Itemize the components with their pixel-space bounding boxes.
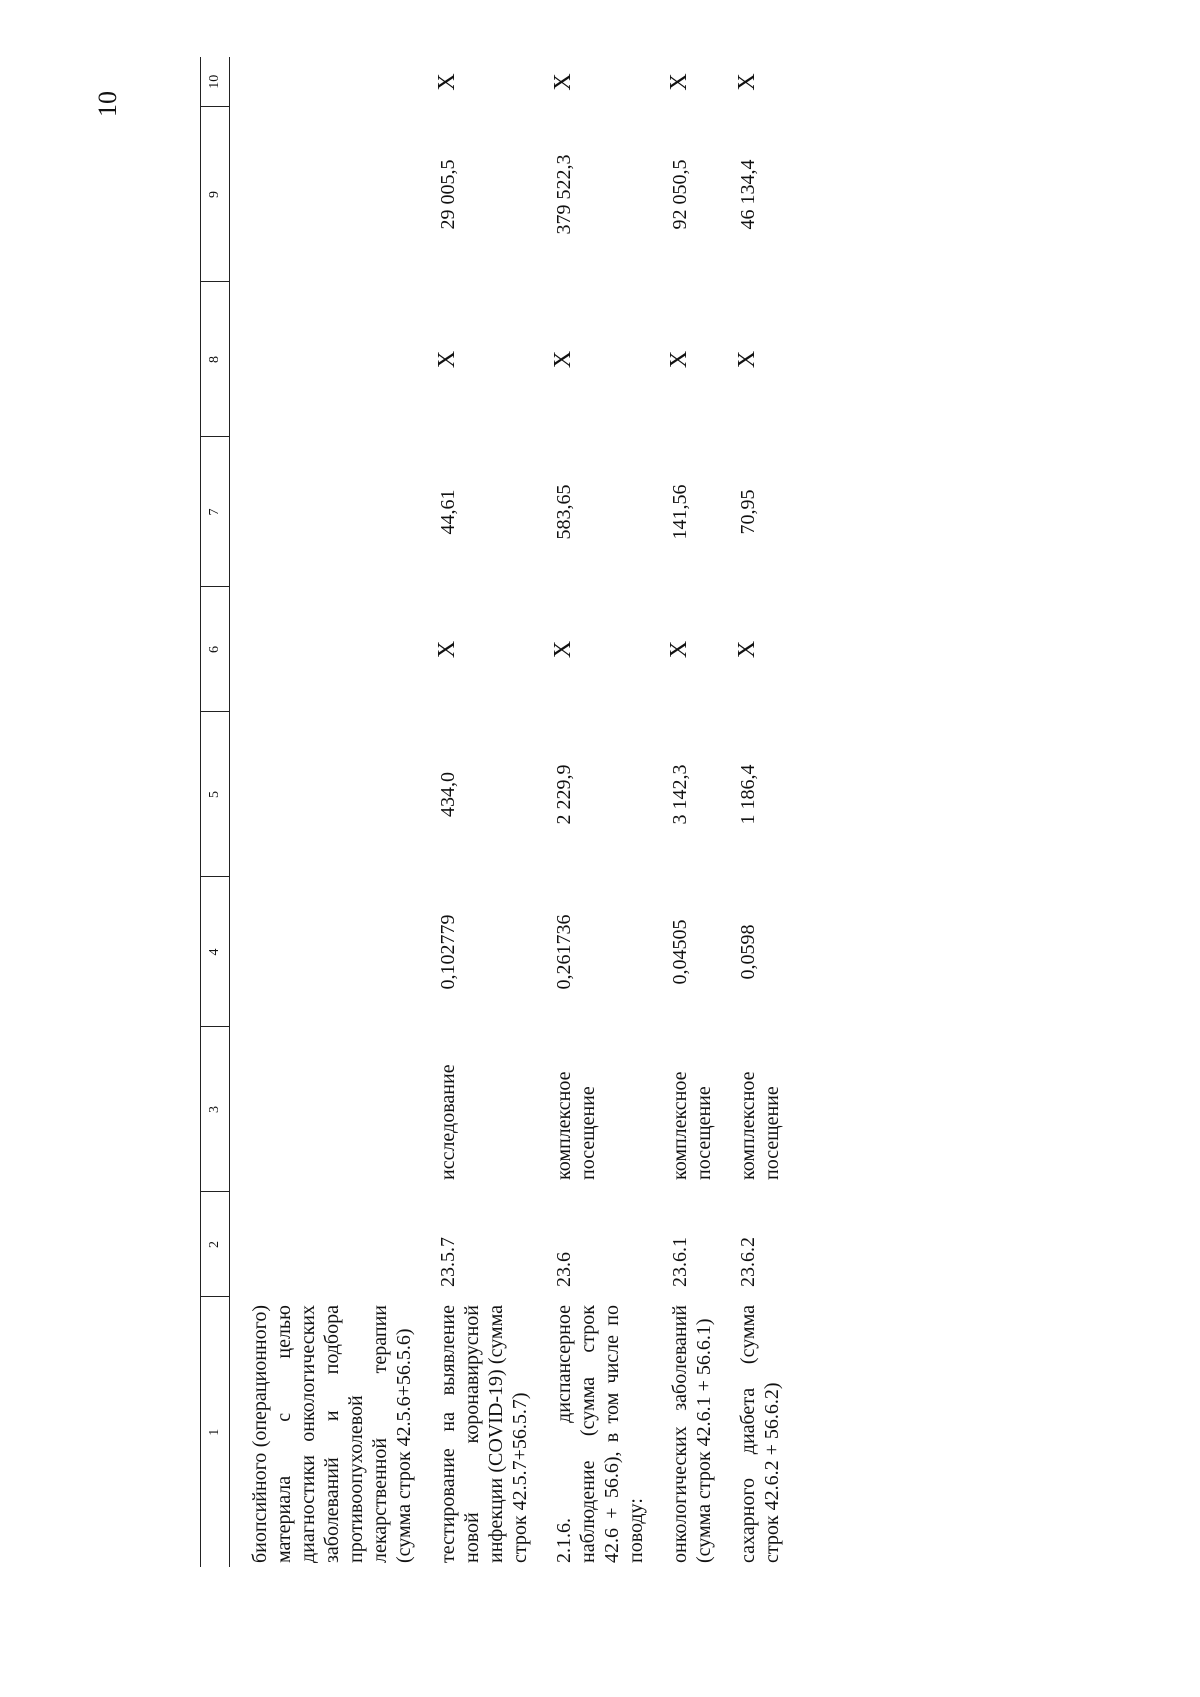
value-cell: 0,0598 bbox=[737, 924, 759, 980]
row-code: 23.5.7 bbox=[437, 1237, 459, 1287]
unit-cell: комплексное посещение bbox=[553, 1071, 599, 1180]
row-code: 23.6 bbox=[553, 1252, 575, 1287]
value-cell bbox=[230, 877, 421, 1027]
value-cell: Х bbox=[734, 350, 760, 369]
unit-cell bbox=[230, 1027, 421, 1192]
data-table bbox=[200, 57, 788, 1567]
value-cell: 44,61 bbox=[437, 489, 459, 535]
value-cell bbox=[230, 107, 421, 282]
value-cell bbox=[230, 712, 421, 877]
value-cell: Х bbox=[734, 640, 760, 659]
column-header: 9 bbox=[201, 107, 230, 282]
page-number: 10 bbox=[93, 91, 122, 117]
value-cell: 70,95 bbox=[737, 489, 759, 535]
row-description: биопсийного (операционного) материала с целью диагностики онкологических заболеваний и подбора противоопухолевой лекарственной терапии (сумма строк 42.5.6+56.5.6) bbox=[249, 1305, 415, 1563]
column-header: 5 bbox=[201, 712, 230, 877]
table-row bbox=[536, 57, 652, 1567]
row-description: сахарного диабета (сумма строк 42.6.2 + 56.6.2) bbox=[737, 1305, 783, 1563]
value-cell: 3 142,3 bbox=[669, 764, 691, 825]
column-header: 7 bbox=[201, 437, 230, 587]
value-cell: Х bbox=[434, 73, 460, 91]
unit-cell: комплексное посещение bbox=[737, 1071, 783, 1180]
value-cell: 583,65 bbox=[553, 484, 575, 540]
value-cell: Х bbox=[434, 640, 460, 659]
value-cell: Х bbox=[550, 73, 576, 91]
value-cell: Х bbox=[666, 640, 692, 659]
value-cell: 1 186,4 bbox=[737, 764, 759, 825]
row-description: тестирование на выявление новой коронавирусной инфекции (COVID-19) (сумма строк 42.5.7+56.5.7) bbox=[437, 1305, 531, 1563]
value-cell: Х bbox=[666, 73, 692, 91]
value-cell: 46 134,4 bbox=[737, 159, 759, 230]
value-cell bbox=[230, 587, 421, 712]
value-cell: Х bbox=[550, 350, 576, 369]
value-cell bbox=[230, 282, 421, 437]
value-cell: 2 229,9 bbox=[553, 764, 575, 825]
column-number-row bbox=[201, 57, 230, 1567]
table-row bbox=[652, 57, 720, 1567]
row-code: 23.6.2 bbox=[737, 1237, 759, 1287]
value-cell: Х bbox=[550, 640, 576, 659]
column-header: 1 bbox=[201, 1297, 230, 1567]
value-cell: 434,0 bbox=[437, 772, 459, 817]
unit-cell: комплексное посещение bbox=[669, 1071, 715, 1180]
value-cell: 0,261736 bbox=[553, 914, 575, 990]
table-row bbox=[720, 57, 788, 1567]
value-cell bbox=[230, 437, 421, 587]
value-cell: 0,04505 bbox=[669, 919, 691, 985]
value-cell: Х bbox=[434, 350, 460, 369]
column-header: 4 bbox=[201, 877, 230, 1027]
unit-cell: исследование bbox=[437, 1064, 459, 1180]
value-cell: Х bbox=[666, 350, 692, 369]
value-cell: Х bbox=[734, 73, 760, 91]
row-description: онкологических заболеваний (сумма строк 42.6.1 + 56.6.1) bbox=[669, 1305, 715, 1563]
value-cell: 141,56 bbox=[669, 484, 691, 540]
row-code bbox=[230, 1192, 421, 1297]
table-row bbox=[230, 57, 421, 1567]
value-cell: 92 050,5 bbox=[669, 159, 691, 230]
value-cell: 29 005,5 bbox=[437, 159, 459, 230]
value-cell bbox=[230, 57, 421, 107]
column-header: 8 bbox=[201, 282, 230, 437]
column-header: 3 bbox=[201, 1027, 230, 1192]
row-code: 23.6.1 bbox=[669, 1237, 691, 1287]
value-cell: 0,102779 bbox=[437, 914, 459, 990]
column-header: 2 bbox=[201, 1192, 230, 1297]
column-header: 6 bbox=[201, 587, 230, 712]
table-row bbox=[420, 57, 536, 1567]
value-cell: 379 522,3 bbox=[553, 154, 575, 235]
column-header: 10 bbox=[201, 57, 230, 107]
row-description: 2.1.6. диспансерное наблюдение (сумма строк 42.6 + 56.6), в том числе по поводу: bbox=[553, 1305, 647, 1563]
